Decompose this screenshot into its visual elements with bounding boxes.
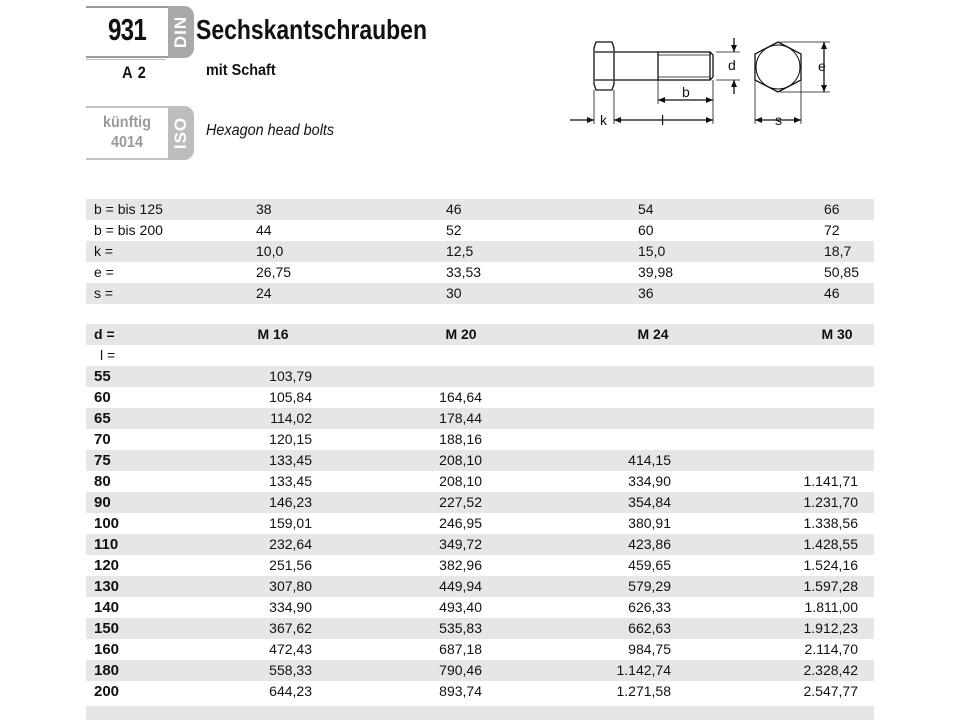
row-label: b = bis 200 [94, 222, 163, 238]
iso-badge [86, 106, 194, 160]
price-cell: 114,02 [270, 410, 312, 426]
iso-prefix: künftig [102, 114, 151, 131]
price-cell: 1.142,74 [616, 662, 671, 678]
price-table [86, 324, 874, 702]
cell: 66 [824, 201, 840, 217]
cell: 50,85 [824, 264, 860, 280]
table-row [86, 660, 874, 681]
cell: 36 [638, 285, 654, 301]
price-cell: 1.524,16 [803, 557, 858, 573]
dim-label-e: e [818, 58, 826, 74]
cell: 18,7 [824, 243, 852, 259]
table-row [86, 513, 874, 534]
cell: 39,98 [638, 264, 674, 280]
table-row [86, 387, 874, 408]
price-cell: 159,01 [269, 515, 312, 531]
table-row [86, 408, 874, 429]
material-grade: A 2 [122, 63, 147, 82]
dim-label-s: s [775, 112, 782, 128]
price-cell: 687,18 [439, 641, 482, 657]
iso-side-tab [168, 106, 194, 160]
price-cell: 1.912,23 [803, 620, 858, 636]
price-cell: 644,23 [269, 683, 312, 699]
price-cell: 208,10 [439, 452, 482, 468]
price-cell: 626,33 [628, 599, 671, 615]
length-label: 75 [94, 452, 111, 469]
price-cell: 1.338,56 [803, 515, 858, 531]
length-label: 60 [94, 389, 111, 406]
price-cell: 103,79 [269, 368, 312, 384]
page-subtitle: mit Schaft [206, 62, 276, 79]
price-cell: 1.428,55 [803, 536, 858, 552]
din-label: DIN [171, 15, 190, 49]
size-header: M 20 [445, 326, 477, 342]
price-cell: 334,90 [269, 599, 312, 615]
thread-section [658, 52, 710, 80]
table-row [86, 639, 874, 660]
d-label: d = [94, 326, 115, 342]
dim-label-k: k [600, 112, 607, 128]
length-label: 200 [94, 683, 120, 700]
price-cell: 449,94 [439, 578, 482, 594]
price-cell: 662,63 [628, 620, 671, 636]
price-cell: 579,29 [628, 578, 671, 594]
cell: 33,53 [446, 264, 482, 280]
length-label: 65 [94, 410, 111, 427]
price-cell: 790,46 [439, 662, 482, 678]
price-cell: 459,65 [628, 557, 671, 573]
price-cell: 105,84 [269, 389, 312, 405]
table-row [86, 576, 874, 597]
length-label: 70 [94, 431, 111, 448]
cell: 46 [824, 285, 840, 301]
price-cell: 164,64 [439, 389, 482, 405]
size-header: M 24 [637, 326, 669, 342]
table-row [86, 597, 874, 618]
price-cell: 493,40 [439, 599, 482, 615]
table-row [86, 492, 874, 513]
row-label: k = [94, 243, 114, 259]
dimensions-table [86, 199, 874, 304]
cell: 54 [638, 201, 654, 217]
page-title: Sechskantschrauben [196, 14, 427, 45]
table-row [86, 199, 874, 220]
price-cell: 380,91 [628, 515, 671, 531]
din-number: 931 [107, 12, 147, 47]
table-row [86, 555, 874, 576]
price-cell: 133,45 [269, 473, 312, 489]
price-cell: 558,33 [269, 662, 312, 678]
price-cell: 307,80 [269, 578, 312, 594]
price-cell: 349,72 [439, 536, 482, 552]
bolt-head-hexagon [755, 42, 801, 92]
price-cell: 367,62 [269, 620, 312, 636]
length-label: 55 [94, 368, 111, 385]
dim-label-b: b [682, 84, 690, 100]
table-row [86, 681, 874, 702]
price-cell: 1.231,70 [803, 494, 858, 510]
size-header: M 30 [821, 326, 853, 342]
cell: 30 [446, 285, 462, 301]
price-cell: 246,95 [439, 515, 482, 531]
iso-number: 4014 [110, 134, 144, 151]
price-cell: 984,75 [628, 641, 671, 657]
cell: 46 [446, 201, 462, 217]
dim-label-d: d [728, 57, 736, 73]
dim-label-l: l [661, 112, 665, 128]
cell: 10,0 [256, 243, 284, 259]
price-cell: 208,10 [439, 473, 482, 489]
cell: 72 [824, 222, 840, 238]
table-row [86, 262, 874, 283]
table-row [86, 283, 874, 304]
length-label: 130 [94, 578, 120, 595]
price-cell: 120,15 [269, 431, 312, 447]
price-cell: 2.114,70 [804, 641, 858, 657]
size-header: M 16 [257, 326, 289, 342]
cell: 26,75 [256, 264, 292, 280]
length-label: 100 [94, 515, 120, 532]
table-row [86, 618, 874, 639]
table-row [86, 220, 874, 241]
length-label: 150 [94, 620, 120, 637]
price-cell: 334,90 [628, 473, 671, 489]
price-rows [86, 366, 874, 702]
cell: 12,5 [446, 243, 474, 259]
cell: 24 [256, 285, 272, 301]
table-footer-strip [86, 706, 874, 720]
price-cell: 227,52 [439, 494, 482, 510]
price-cell: 535,83 [439, 620, 482, 636]
table-row [86, 534, 874, 555]
iso-label: ISO [171, 116, 190, 150]
page-title-english: Hexagon head bolts [206, 122, 335, 139]
bolt-drawing [568, 30, 848, 130]
cell: 44 [256, 222, 272, 238]
bolt-head-side [594, 42, 614, 90]
price-cell: 178,44 [439, 410, 482, 426]
row-label: e = [94, 264, 114, 280]
price-cell: 188,16 [439, 431, 482, 447]
price-cell: 414,15 [628, 452, 671, 468]
length-label: 90 [94, 494, 111, 511]
table-row [86, 241, 874, 262]
length-label: 160 [94, 641, 120, 658]
price-cell: 893,74 [439, 683, 482, 699]
material-divider [86, 59, 166, 60]
row-label: b = bis 125 [94, 201, 163, 217]
length-label: 110 [94, 536, 119, 553]
cell: 15,0 [638, 243, 666, 259]
length-label: 180 [94, 662, 120, 679]
cell: 60 [638, 222, 654, 238]
price-cell: 2.547,77 [803, 683, 858, 699]
table-row [86, 429, 874, 450]
din-side-tab [168, 6, 194, 58]
length-label: 120 [94, 557, 120, 574]
price-cell: 2.328,42 [803, 662, 858, 678]
price-cell: 133,45 [269, 452, 312, 468]
table-row [86, 450, 874, 471]
price-cell: 354,84 [628, 494, 671, 510]
price-cell: 232,64 [269, 536, 312, 552]
price-cell: 251,56 [269, 557, 312, 573]
din-badge [86, 6, 194, 58]
cell: 38 [256, 201, 272, 217]
price-cell: 472,43 [269, 641, 312, 657]
price-cell: 1.811,00 [804, 599, 858, 615]
price-cell: 1.597,28 [803, 578, 858, 594]
l-label: l = [100, 347, 116, 363]
price-cell: 1.141,71 [803, 473, 858, 489]
table-row [86, 366, 874, 387]
price-cell: 423,86 [628, 536, 671, 552]
length-label: 80 [94, 473, 111, 490]
row-label: s = [94, 285, 114, 301]
length-label: 140 [94, 599, 120, 616]
size-header-row [86, 324, 874, 345]
price-cell: 146,23 [269, 494, 312, 510]
price-cell: 382,96 [439, 557, 482, 573]
cell: 52 [446, 222, 462, 238]
length-header-row [86, 345, 874, 366]
table-row [86, 471, 874, 492]
price-cell: 1.271,58 [616, 683, 671, 699]
